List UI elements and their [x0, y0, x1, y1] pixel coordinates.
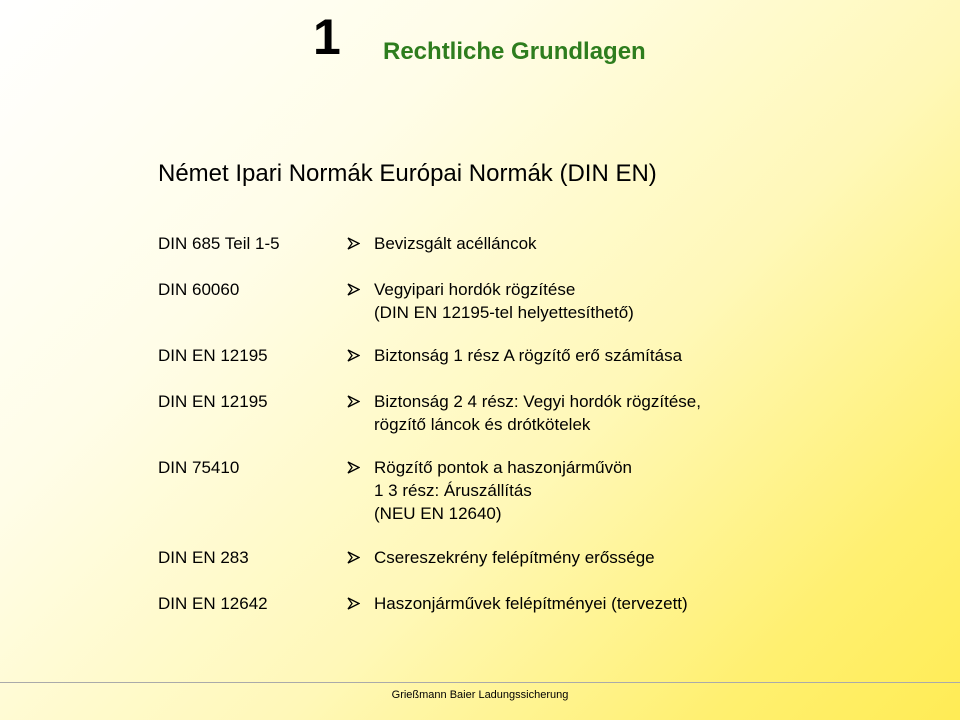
arrow-bullet-icon: [347, 395, 360, 408]
norm-code: DIN EN 283: [158, 548, 249, 567]
description-line: (DIN EN 12195-tel helyettesíthető): [374, 303, 634, 322]
description-line: (NEU EN 12640): [374, 504, 502, 523]
description-line: Biztonság 1 rész A rögzítő erő számítása: [374, 346, 683, 365]
footer-text: Grießmann Baier Ladungssicherung: [391, 689, 569, 701]
arrow-bullet-icon: [347, 551, 360, 564]
description-line: Csereszekrény felépítmény erőssége: [374, 548, 655, 567]
subtitle: Német Ipari Normák Európai Normák (DIN EN): [158, 160, 657, 187]
arrow-bullet-icon: [347, 283, 360, 296]
description-line: Rögzítő pontok a haszonjárművön: [374, 458, 632, 477]
description-line: rögzítő láncok és drótkötelek: [374, 415, 591, 434]
description-line: Haszonjárművek felépítményei (tervezett): [374, 594, 688, 613]
slide-number: 1: [313, 9, 341, 65]
arrow-bullet-icon: [347, 349, 360, 362]
norm-code: DIN 685 Teil 1-5: [158, 234, 280, 253]
slide-title: Rechtliche Grundlagen: [383, 38, 646, 65]
arrow-bullet-icon: [347, 237, 360, 250]
arrow-bullet-icon: [347, 461, 360, 474]
footer-divider: [0, 682, 960, 683]
norm-code: DIN EN 12642: [158, 594, 268, 613]
description-line: Biztonság 2 4 rész: Vegyi hordók rögzítése,: [374, 392, 701, 411]
norm-code: DIN EN 12195: [158, 392, 268, 411]
description-line: 1 3 rész: Áruszállítás: [374, 481, 532, 500]
norm-code: DIN 75410: [158, 458, 240, 477]
arrow-bullet-icon: [347, 597, 360, 610]
norm-code: DIN EN 12195: [158, 346, 268, 365]
description-line: Bevizsgált acélláncok: [374, 234, 537, 253]
description-line: Vegyipari hordók rögzítése: [374, 280, 576, 299]
norm-code: DIN 60060: [158, 280, 240, 299]
